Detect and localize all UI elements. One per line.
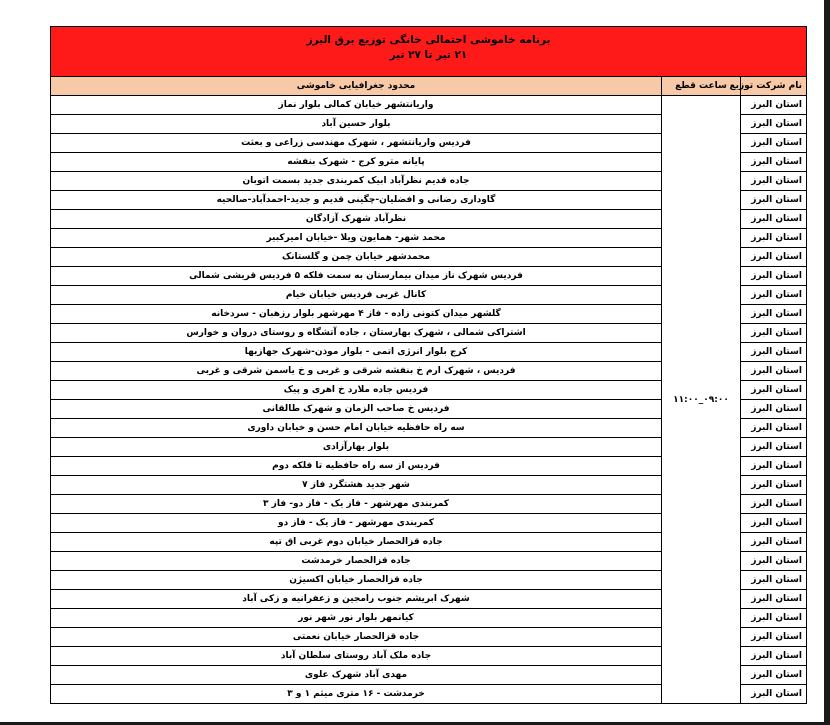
company-cell: استان البرز xyxy=(741,343,807,362)
header-row xyxy=(51,77,807,96)
table-title xyxy=(51,27,807,77)
area-cell: فردیس از سه راه حافظیه تا فلکه دوم xyxy=(51,457,662,476)
area-cell: سه راه حافظیه خیابان امام حسن و خیابان داوری xyxy=(51,419,662,438)
table-row xyxy=(51,96,807,115)
area-cell: گلشهر میدان کتونی زاده - فاز ۴ مهرشهر بلوار رزهبان - سردخانه xyxy=(51,305,662,324)
area-cell: کمربندی مهرشهر - فاز یک - فاز دو- فاز ۳ xyxy=(51,495,662,514)
area-cell: کرج بلوار انرژی اتمی - بلوار موذن-شهرک جهازیها xyxy=(51,343,662,362)
company-cell: استان البرز xyxy=(741,381,807,400)
area-cell: اشتراکی شمالی ، شهرک بهارستان ، جاده آتشگاه و روستای دروان و خوارس xyxy=(51,324,662,343)
header-area: محدود جغرافیایی خاموشی xyxy=(51,77,662,96)
company-cell: استان البرز xyxy=(741,305,807,324)
header-time: ساعت قطع xyxy=(662,77,741,96)
area-cell: کانال غربی فردیس خیابان خیام xyxy=(51,286,662,305)
company-cell: استان البرز xyxy=(741,229,807,248)
company-cell: استان البرز xyxy=(741,552,807,571)
area-cell: کمربندی مهرشهر - فاز یک - فاز دو xyxy=(51,514,662,533)
outage-time-cell: ۰۹:۰۰_۱۱:۰۰ xyxy=(662,96,741,704)
area-cell: مهدی آباد شهرک علوی xyxy=(51,666,662,685)
area-cell: شهرک ابریشم جنوب رامجین و زعفرانیه و زکی آباد xyxy=(51,590,662,609)
company-cell: استان البرز xyxy=(741,476,807,495)
company-cell: استان البرز xyxy=(741,210,807,229)
company-cell: استان البرز xyxy=(741,457,807,476)
title-main: برنامه خاموشی احتمالی خانگی توزیع برق البرز xyxy=(306,34,551,46)
area-cell: خرمدشت - ۱۶ متری میثم ۱ و ۳ xyxy=(51,685,662,704)
company-cell: استان البرز xyxy=(741,571,807,590)
area-cell: جاده قزالحصار خیابان نعمتی xyxy=(51,628,662,647)
company-cell: استان البرز xyxy=(741,153,807,172)
area-cell: جاده قزالحصار خیابان دوم غربی اق تپه xyxy=(51,533,662,552)
area-cell: جاده قزالحصار خیابان اکسیژن xyxy=(51,571,662,590)
company-cell: استان البرز xyxy=(741,248,807,267)
company-cell: استان البرز xyxy=(741,590,807,609)
area-cell: شهر جدید هشتگرد فاز ۷ xyxy=(51,476,662,495)
area-cell: گاوداری رضانی و افضلیان-چگینی قدیم و جدید-احمدآباد-صالحیه xyxy=(51,191,662,210)
area-cell: فردیس ، شهرک ارم خ بنفشه شرقی و غربی و خ یاسمن شرقی و غربی xyxy=(51,362,662,381)
company-cell: استان البرز xyxy=(741,514,807,533)
company-cell: استان البرز xyxy=(741,324,807,343)
company-cell: استان البرز xyxy=(741,115,807,134)
company-cell: استان البرز xyxy=(741,438,807,457)
area-cell: محمد شهر- همایون ویلا -خیابان امیرکبیر xyxy=(51,229,662,248)
company-cell: استان البرز xyxy=(741,647,807,666)
company-cell: استان البرز xyxy=(741,666,807,685)
header-company: نام شرکت توزیع xyxy=(741,77,807,96)
company-cell: استان البرز xyxy=(741,134,807,153)
area-cell: بلوار بهارآزادی xyxy=(51,438,662,457)
window-edge-right xyxy=(824,0,830,725)
company-cell: استان البرز xyxy=(741,400,807,419)
area-cell: فردیس جاده ملارد خ اهری و پیک xyxy=(51,381,662,400)
table-body xyxy=(51,96,807,704)
company-cell: استان البرز xyxy=(741,419,807,438)
title-date-range: ۲۱ تیر تا ۲۷ تیر xyxy=(389,49,468,61)
area-cell: واریانتشهر خیابان کمالی بلوار نماز xyxy=(51,96,662,115)
area-cell: بلوار حسین آباد xyxy=(51,115,662,134)
area-cell: پایانه مترو کرج - شهرک بنفشه xyxy=(51,153,662,172)
company-cell: استان البرز xyxy=(741,172,807,191)
area-cell: جاده قزالحصار خرمدشت xyxy=(51,552,662,571)
company-cell: استان البرز xyxy=(741,609,807,628)
company-cell: استان البرز xyxy=(741,362,807,381)
company-cell: استان البرز xyxy=(741,495,807,514)
company-cell: استان البرز xyxy=(741,628,807,647)
area-cell: فردیس واریانتشهر ، شهرک مهندسی زراعی و بعثت xyxy=(51,134,662,153)
company-cell: استان البرز xyxy=(741,96,807,115)
area-cell: فردیس شهرک ناز میدان بیمارستان به سمت فلکه ۵ فردیس قریشی شمالی xyxy=(51,267,662,286)
area-cell: جاده ملک آباد روستای سلطان آباد xyxy=(51,647,662,666)
area-cell: محمدشهر خیابان چمن و گلستانک xyxy=(51,248,662,267)
area-cell: کیانمهر بلوار نور شهر نور xyxy=(51,609,662,628)
area-cell: فردیس خ صاحب الزمان و شهرک طالقانی xyxy=(51,400,662,419)
company-cell: استان البرز xyxy=(741,533,807,552)
area-cell: جاده قدیم نظرآباد ابیک کمربندی جدید بسمت اتوبان xyxy=(51,172,662,191)
area-cell: نظرآباد شهرک آزادگان xyxy=(51,210,662,229)
company-cell: استان البرز xyxy=(741,267,807,286)
company-cell: استان البرز xyxy=(741,191,807,210)
company-cell: استان البرز xyxy=(741,685,807,704)
outage-schedule-table xyxy=(50,26,807,704)
company-cell: استان البرز xyxy=(741,286,807,305)
